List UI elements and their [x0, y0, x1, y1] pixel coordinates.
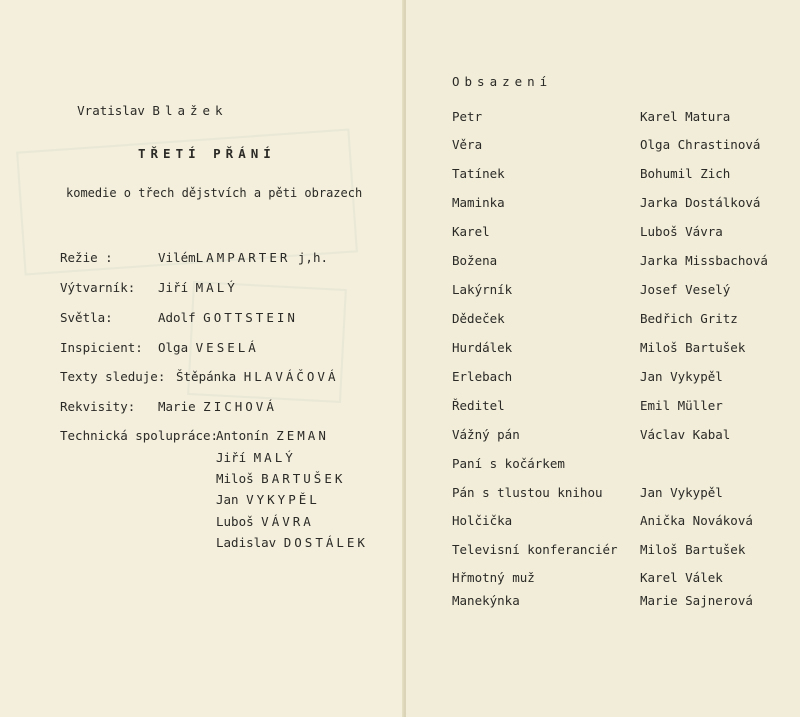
cast-actor: Luboš Vávra [640, 224, 723, 239]
credit-role: Texty sleduje: [60, 369, 166, 384]
cast-actor: Karel Matura [640, 109, 731, 124]
author-first-name: Vratislav [77, 103, 145, 118]
credit-first-name: Štěpánka [176, 369, 237, 384]
credit-first-name: Olga [158, 340, 189, 355]
cast-role: Paní s kočárkem [452, 456, 565, 471]
cast-actor: Bohumil Zich [640, 166, 731, 181]
credit-first-name: Marie [158, 399, 196, 414]
crew-member [216, 535, 368, 550]
crew-last-name: DOSTÁLEK [283, 535, 368, 550]
credit-last-name: GOTTSTEIN [203, 310, 298, 325]
credit-first-name: Vilém [158, 250, 196, 265]
cast-role: Ředitel [452, 398, 505, 413]
credit-role: Rekvisity: [60, 399, 136, 414]
cast-actor: Miloš Bartušek [640, 542, 746, 557]
cast-actor: Anička Nováková [640, 513, 753, 528]
crew-last-name: VÁVRA [261, 514, 314, 529]
cast-actor: Karel Válek [640, 570, 723, 585]
cast-role: Manekýnka [452, 593, 520, 608]
crew-member [216, 492, 320, 507]
cast-role: Maminka [452, 195, 505, 210]
cast-role: Pán s tlustou knihou [452, 485, 603, 500]
crew-first-name: Jan [216, 492, 239, 507]
credit-role: Výtvarník: [60, 280, 136, 295]
cast-role: Hurdálek [452, 340, 513, 355]
cast-actor: Jan Vykypěl [640, 369, 723, 384]
cast-actor: Jarka Missbachová [640, 253, 768, 268]
play-title: TŘETÍ PŘÁNÍ [138, 146, 276, 161]
crew-first-name: Antonín [216, 428, 269, 443]
crew-member [216, 450, 296, 465]
credit-person [158, 250, 328, 265]
crew-last-name: ZEMAN [276, 428, 329, 443]
crew-member [216, 471, 345, 486]
credit-role: Inspicient: [60, 340, 143, 355]
credit-role: Režie : [60, 250, 113, 265]
crew-first-name: Ladislav [216, 535, 277, 550]
cast-role: Televisní konferanciér [452, 542, 618, 557]
cast-role: Lakýrník [452, 282, 513, 297]
cast-actor: Jan Vykypěl [640, 485, 723, 500]
cast-actor: Bedřich Gritz [640, 311, 738, 326]
cast-role: Vážný pán [452, 427, 520, 442]
crew-first-name: Jiří [216, 450, 247, 465]
credit-last-name: ZICHOVÁ [203, 399, 277, 414]
cast-actor: Olga Chrastinová [640, 137, 761, 152]
play-subtitle: komedie o třech dějstvích a pěti obrazech [66, 186, 363, 200]
cast-role: Tatínek [452, 166, 505, 181]
cast-role: Karel [452, 224, 490, 239]
technical-crew-role: Technická spolupráce: [60, 428, 219, 443]
cast-role: Věra [452, 137, 483, 152]
credit-person [176, 369, 338, 384]
cast-role: Holčička [452, 513, 513, 528]
credit-person [158, 280, 238, 295]
cast-role: Hřmotný muž [452, 570, 535, 585]
author-last-name: Blažek [152, 103, 228, 118]
crew-last-name: MALÝ [253, 450, 296, 465]
crew-last-name: VYKYPĚL [246, 492, 320, 507]
author-name [32, 88, 228, 133]
cast-role: Božena [452, 253, 498, 268]
cast-actor: Miloš Bartušek [640, 340, 746, 355]
credit-first-name: Jiří [158, 280, 189, 295]
cast-actor: Jarka Dostálková [640, 195, 761, 210]
crew-last-name: BARTUŠEK [261, 471, 346, 486]
cast-actor: Marie Sajnerová [640, 593, 753, 608]
cast-role: Erlebach [452, 369, 513, 384]
cast-role: Petr [452, 109, 483, 124]
credit-role: Světla: [60, 310, 113, 325]
cast-actor: Václav Kabal [640, 427, 731, 442]
cast-role: Dědeček [452, 311, 505, 326]
crew-first-name: Miloš [216, 471, 254, 486]
right-page [406, 0, 800, 717]
credit-last-name: MALÝ [195, 280, 238, 295]
credit-person [158, 310, 298, 325]
crew-member [216, 514, 314, 529]
cast-actor: Emil Müller [640, 398, 723, 413]
cast-actor: Josef Veselý [640, 282, 731, 297]
crew-first-name: Luboš [216, 514, 254, 529]
credit-person [158, 399, 277, 414]
crew-member [216, 428, 329, 443]
credit-person [158, 340, 259, 355]
credit-last-name: VESELÁ [195, 340, 259, 355]
credit-last-name: HLAVÁČOVÁ [243, 369, 339, 384]
credit-first-name: Adolf [158, 310, 196, 325]
credit-last-name: LAMPARTER [195, 250, 291, 265]
cast-heading: Obsazení [452, 74, 553, 89]
credit-suffix: j,h. [290, 250, 329, 265]
